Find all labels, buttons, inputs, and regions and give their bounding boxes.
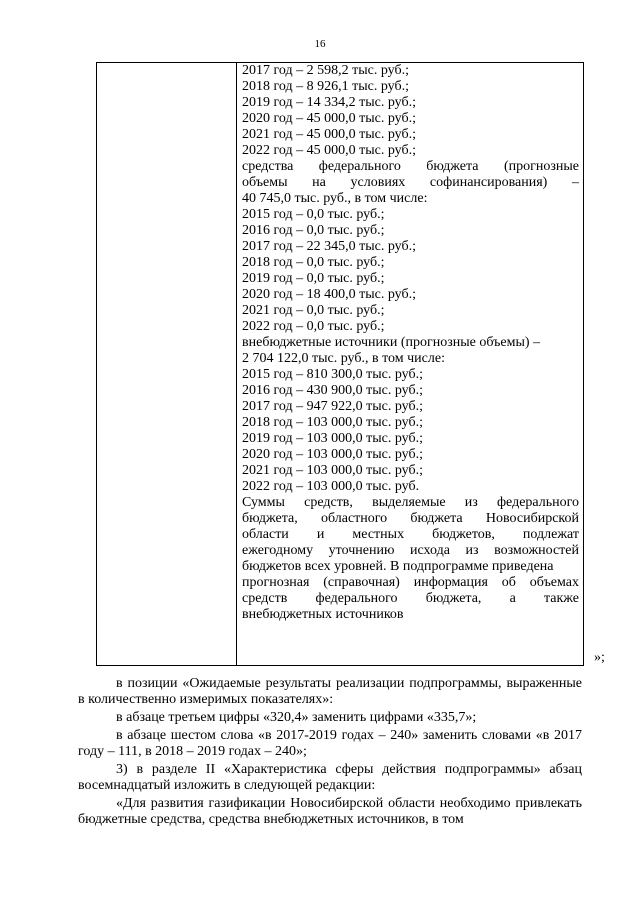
table-line: 40 745,0 тыс. руб., в том числе: <box>242 191 428 206</box>
table-line: 2019 год – 0,0 тыс. руб.; <box>242 271 385 286</box>
paragraph: «Для развития газификации Новосибирской области необходимо привлекать бюджетные средства, средства внебюджетных источников, в том <box>78 796 582 827</box>
table-line: прогнозная (справочная) информация об объемах <box>242 575 579 590</box>
table-line: 2022 год – 45 000,0 тыс. руб.; <box>242 143 416 158</box>
paragraph: 3) в разделе II «Характеристика сферы действия подпрограммы» абзац восемнадцатый изложить в следующей редакции: <box>78 762 582 793</box>
table-line: внебюджетных источников <box>242 607 404 622</box>
table-line: объемы на условиях софинансирования) – <box>242 175 579 190</box>
table-line: внебюджетные источники (прогнозные объемы) – <box>242 335 541 350</box>
table-line: средства федерального бюджета (прогнозные <box>242 159 579 174</box>
table-line: 2021 год – 45 000,0 тыс. руб.; <box>242 127 416 142</box>
table-line: 2018 год – 0,0 тыс. руб.; <box>242 255 385 270</box>
table-line: области и местных бюджетов, подлежат <box>242 527 579 542</box>
column-divider <box>236 63 237 665</box>
amendment-text <box>78 676 582 830</box>
closing-quote: »; <box>594 650 605 665</box>
page-number: 16 <box>314 38 326 50</box>
table-line: 2021 год – 103 000,0 тыс. руб.; <box>242 463 423 478</box>
table-line: 2022 год – 0,0 тыс. руб.; <box>242 319 385 334</box>
funding-cell <box>242 63 579 623</box>
table-line: ежегодному уточнению исхода из возможностей <box>242 543 579 558</box>
table-line: 2019 год – 14 334,2 тыс. руб.; <box>242 95 416 110</box>
table-line: 2021 год – 0,0 тыс. руб.; <box>242 303 385 318</box>
table-line: 2 704 122,0 тыс. руб., в том числе: <box>242 351 445 366</box>
paragraph: в позиции «Ожидаемые результаты реализации подпрограммы, выраженные в количественно измеримых показателях»: <box>78 676 582 707</box>
table-line: 2017 год – 22 345,0 тыс. руб.; <box>242 239 416 254</box>
paragraph: в абзаце шестом слова «в 2017-2019 годах – 240» заменить словами «в 2017 году – 111, в 2018 – 2019 годах – 240»; <box>78 728 582 759</box>
table-line: 2020 год – 45 000,0 тыс. руб.; <box>242 111 416 126</box>
table-line: средств федерального бюджета, а также <box>242 591 579 606</box>
paragraph: в абзаце третьем цифры «320,4» заменить цифрами «335,7»; <box>116 710 477 725</box>
table-line: 2022 год – 103 000,0 тыс. руб. <box>242 479 420 494</box>
table-line: 2017 год – 947 922,0 тыс. руб.; <box>242 399 423 414</box>
table-line: бюджетов всех уровней. В подпрограмме приведена <box>242 559 554 574</box>
table-line: 2018 год – 8 926,1 тыс. руб.; <box>242 79 409 94</box>
table-line: 2019 год – 103 000,0 тыс. руб.; <box>242 431 423 446</box>
table-line: 2018 год – 103 000,0 тыс. руб.; <box>242 415 423 430</box>
table-line: 2017 год – 2 598,2 тыс. руб.; <box>242 63 409 78</box>
table-line: 2015 год – 810 300,0 тыс. руб.; <box>242 367 423 382</box>
table-line: 2015 год – 0,0 тыс. руб.; <box>242 207 385 222</box>
table-line: 2016 год – 430 900,0 тыс. руб.; <box>242 383 423 398</box>
table-line: Суммы средств, выделяемые из федерального <box>242 495 579 510</box>
table-line: 2020 год – 18 400,0 тыс. руб.; <box>242 287 416 302</box>
table-line: 2020 год – 103 000,0 тыс. руб.; <box>242 447 423 462</box>
funding-table <box>96 62 584 666</box>
table-line: 2016 год – 0,0 тыс. руб.; <box>242 223 385 238</box>
table-line: бюджета, областного бюджета Новосибирской <box>242 511 579 526</box>
